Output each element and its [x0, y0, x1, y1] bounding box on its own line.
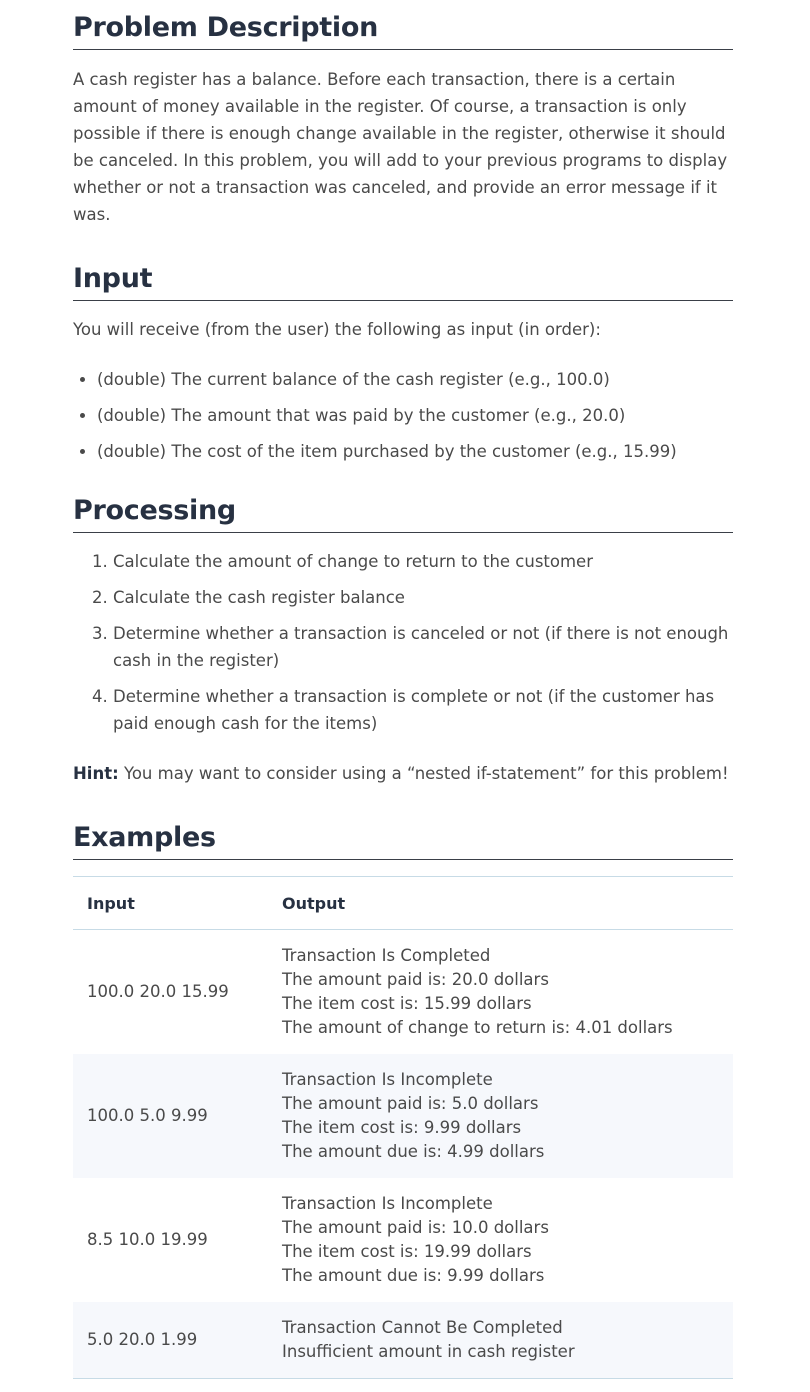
output-line: The item cost is: 19.99 dollars [282, 1242, 532, 1261]
input-heading: Input [73, 263, 733, 301]
example-input-cell: 8.5 10.0 19.99 [87, 1230, 208, 1249]
example-output-cell [268, 930, 733, 1055]
example-output-cell [268, 1054, 733, 1178]
examples-table [73, 876, 733, 1379]
column-header-output: Output [268, 877, 733, 930]
table-header-row [73, 877, 733, 930]
input-list-item: • (double) The cost of the item purchased by the customer (e.g., 15.99) [97, 438, 733, 465]
examples-heading: Examples [73, 822, 733, 860]
output-line: The amount of change to return is: 4.01 dollars [282, 1018, 673, 1037]
output-line: Transaction Is Completed [282, 946, 491, 965]
input-list-item: • (double) The amount that was paid by the customer (e.g., 20.0) [97, 402, 733, 429]
hint-text: You may want to consider using a “nested if-statement” for this problem! [118, 764, 729, 783]
example-output-cell [268, 1302, 733, 1379]
output-line: The amount paid is: 5.0 dollars [282, 1094, 539, 1113]
example-input-cell: 100.0 20.0 15.99 [87, 982, 229, 1001]
table-row [73, 1302, 733, 1379]
processing-step: 2. Calculate the cash register balance [113, 584, 733, 611]
processing-heading: Processing [73, 495, 733, 533]
example-input-cell: 5.0 20.0 1.99 [73, 1302, 268, 1379]
output-line: The amount due is: 4.99 dollars [282, 1142, 545, 1161]
input-list [73, 366, 733, 465]
processing-step: 3. Determine whether a transaction is canceled or not (if there is not enough cash in the register) [113, 620, 733, 674]
hint-label: Hint: [73, 764, 119, 783]
processing-step: 4. Determine whether a transaction is complete or not (if the customer has paid enough cash for the items) [113, 683, 733, 737]
output-line: The amount paid is: 10.0 dollars [282, 1218, 549, 1237]
problem-description-text: A cash register has a balance. Before each transaction, there is a certain amount of money available in the register. Of course, a transaction is only possible if there is enough change available in the register, otherwise it should be canceled. In this problem, you will add to your previous programs to display whether or not a transaction was canceled, and provide an error message if it was. [73, 70, 728, 224]
output-line: The item cost is: 15.99 dollars [282, 994, 532, 1013]
input-list-item: • (double) The current balance of the cash register (e.g., 100.0) [97, 366, 733, 393]
output-line: Transaction Is Incomplete [282, 1194, 493, 1213]
output-line: Transaction Is Incomplete [282, 1070, 493, 1089]
document-page [73, 12, 733, 1379]
example-output-cell [268, 1178, 733, 1302]
problem-description-heading: Problem Description [73, 12, 733, 50]
input-intro-text: You will receive (from the user) the following as input (in order): [73, 320, 601, 339]
output-line: Insufficient amount in cash register [282, 1342, 575, 1361]
hint-paragraph [73, 760, 733, 787]
table-row [73, 1178, 733, 1302]
table-row [73, 1054, 733, 1178]
processing-steps-list [73, 548, 733, 737]
example-input-cell: 100.0 5.0 9.99 [73, 1054, 268, 1178]
table-row [73, 930, 733, 1055]
column-header-input: Input [73, 877, 268, 930]
output-line: Transaction Cannot Be Completed [282, 1318, 563, 1337]
processing-step: 1. Calculate the amount of change to return to the customer [113, 548, 733, 575]
output-line: The amount paid is: 20.0 dollars [282, 970, 549, 989]
output-line: The amount due is: 9.99 dollars [282, 1266, 545, 1285]
output-line: The item cost is: 9.99 dollars [282, 1118, 522, 1137]
